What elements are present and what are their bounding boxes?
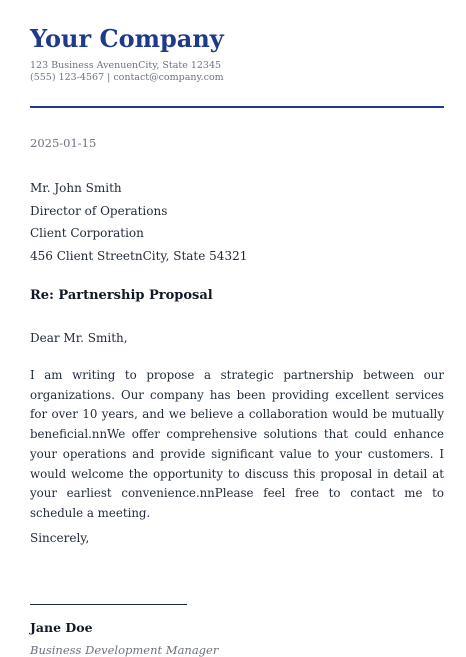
closing: Sincerely,: [30, 531, 90, 545]
company-contact: (555) 123-4567 | contact@company.com: [30, 72, 224, 83]
recipient-block: [30, 179, 247, 269]
salutation: Dear Mr. Smith,: [30, 331, 128, 345]
company-address: 123 Business AvenuenCity, State 12345: [30, 60, 222, 71]
recipient-address: 456 Client StreetnCity, State 54321: [30, 248, 248, 263]
recipient-title: Director of Operations: [30, 203, 168, 218]
recipient-company: Client Corporation: [30, 226, 144, 240]
letter-date: 2025-01-15: [30, 136, 97, 150]
signer-name: Jane Doe: [30, 620, 93, 635]
letter-body: I am writing to propose a strategic partnership between our organizations. Our company has been providing excellent services for over 10 years, and we believe a collaboration would be mutually beneficial.nnWe offer comprehensive solutions that could enhance your operations and provide significant value to your customers. I would welcome the opportunity to discuss this proposal in detail at your earliest convenience.nnPlease feel free to contact me to schedule a meeting.: [30, 368, 444, 520]
company-name: Your Company: [30, 24, 224, 53]
signer-title: Business Development Manager: [30, 643, 219, 657]
subject-line: Re: Partnership Proposal: [30, 288, 213, 303]
letterhead-divider: [30, 106, 444, 108]
signature-line: [30, 604, 187, 605]
recipient-name: Mr. John Smith: [30, 181, 122, 195]
